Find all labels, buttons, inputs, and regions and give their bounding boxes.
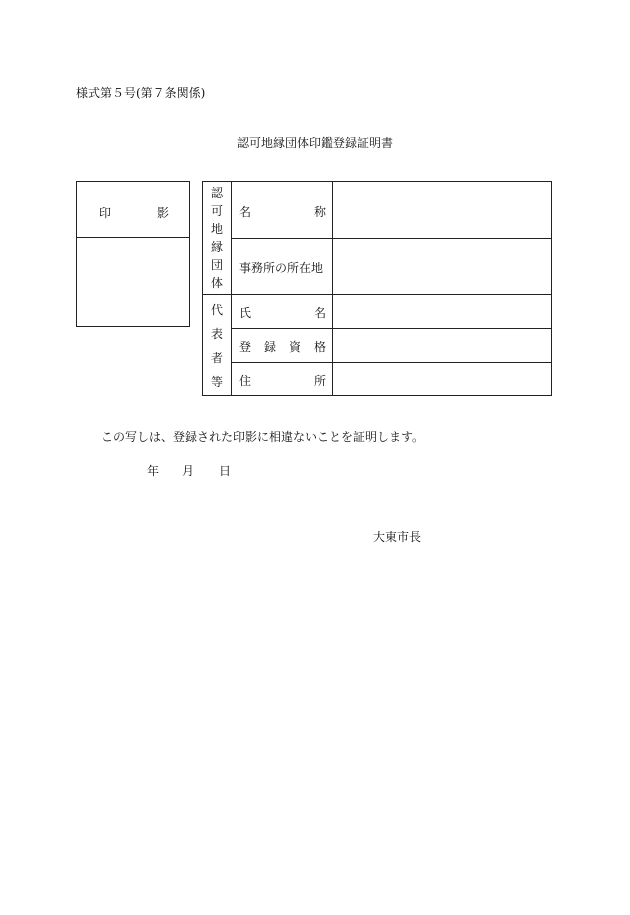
row-label-person-name-char: 名 — [314, 306, 327, 320]
row-divider — [231, 238, 551, 239]
group-label-organization — [203, 184, 231, 292]
row-label-address-char: 住 — [239, 374, 252, 388]
group-char: 表 — [210, 327, 223, 341]
row-label-address-char: 所 — [314, 374, 327, 388]
group-char: 認 — [210, 186, 223, 200]
row-divider — [203, 294, 551, 295]
row-label-office-address: 事務所の所在地 — [239, 261, 324, 275]
seal-header — [77, 182, 189, 238]
registration-table — [202, 181, 552, 396]
row-label-qualification-char: 録 — [264, 340, 277, 354]
group-char: 縁 — [210, 240, 223, 254]
group-char: 等 — [210, 375, 223, 389]
group-char: 団 — [210, 258, 223, 272]
row-divider — [231, 362, 551, 363]
group-char: 地 — [210, 222, 223, 236]
row-divider — [231, 328, 551, 329]
column-divider — [231, 182, 232, 395]
date-month-label: 月 — [182, 464, 195, 478]
seal-impression-box — [76, 181, 190, 327]
row-label-name-char: 名 — [239, 205, 252, 219]
group-char: 可 — [210, 204, 223, 218]
group-label-representative — [203, 298, 231, 394]
row-label-name-char: 称 — [314, 205, 327, 219]
group-char: 体 — [210, 276, 223, 290]
row-label-qualification-char: 格 — [314, 340, 327, 354]
group-char: 代 — [210, 303, 223, 317]
date-year-label: 年 — [147, 464, 160, 478]
date-day-label: 日 — [219, 464, 232, 478]
form-number: 様式第５号(第７条関係) — [76, 86, 206, 100]
column-divider — [332, 182, 333, 395]
certification-statement: この写しは、登録された印影に相違ないことを証明します。 — [101, 430, 425, 444]
seal-label-char: 印 — [99, 206, 112, 220]
row-label-qualification-char: 資 — [289, 340, 302, 354]
document-title: 認可地縁団体印鑑登録証明書 — [237, 136, 394, 150]
issuer-title: 大東市長 — [373, 530, 422, 544]
seal-label-char: 影 — [157, 206, 170, 220]
row-label-person-name-char: 氏 — [239, 306, 252, 320]
group-char: 者 — [210, 351, 223, 365]
row-label-qualification-char: 登 — [239, 340, 252, 354]
